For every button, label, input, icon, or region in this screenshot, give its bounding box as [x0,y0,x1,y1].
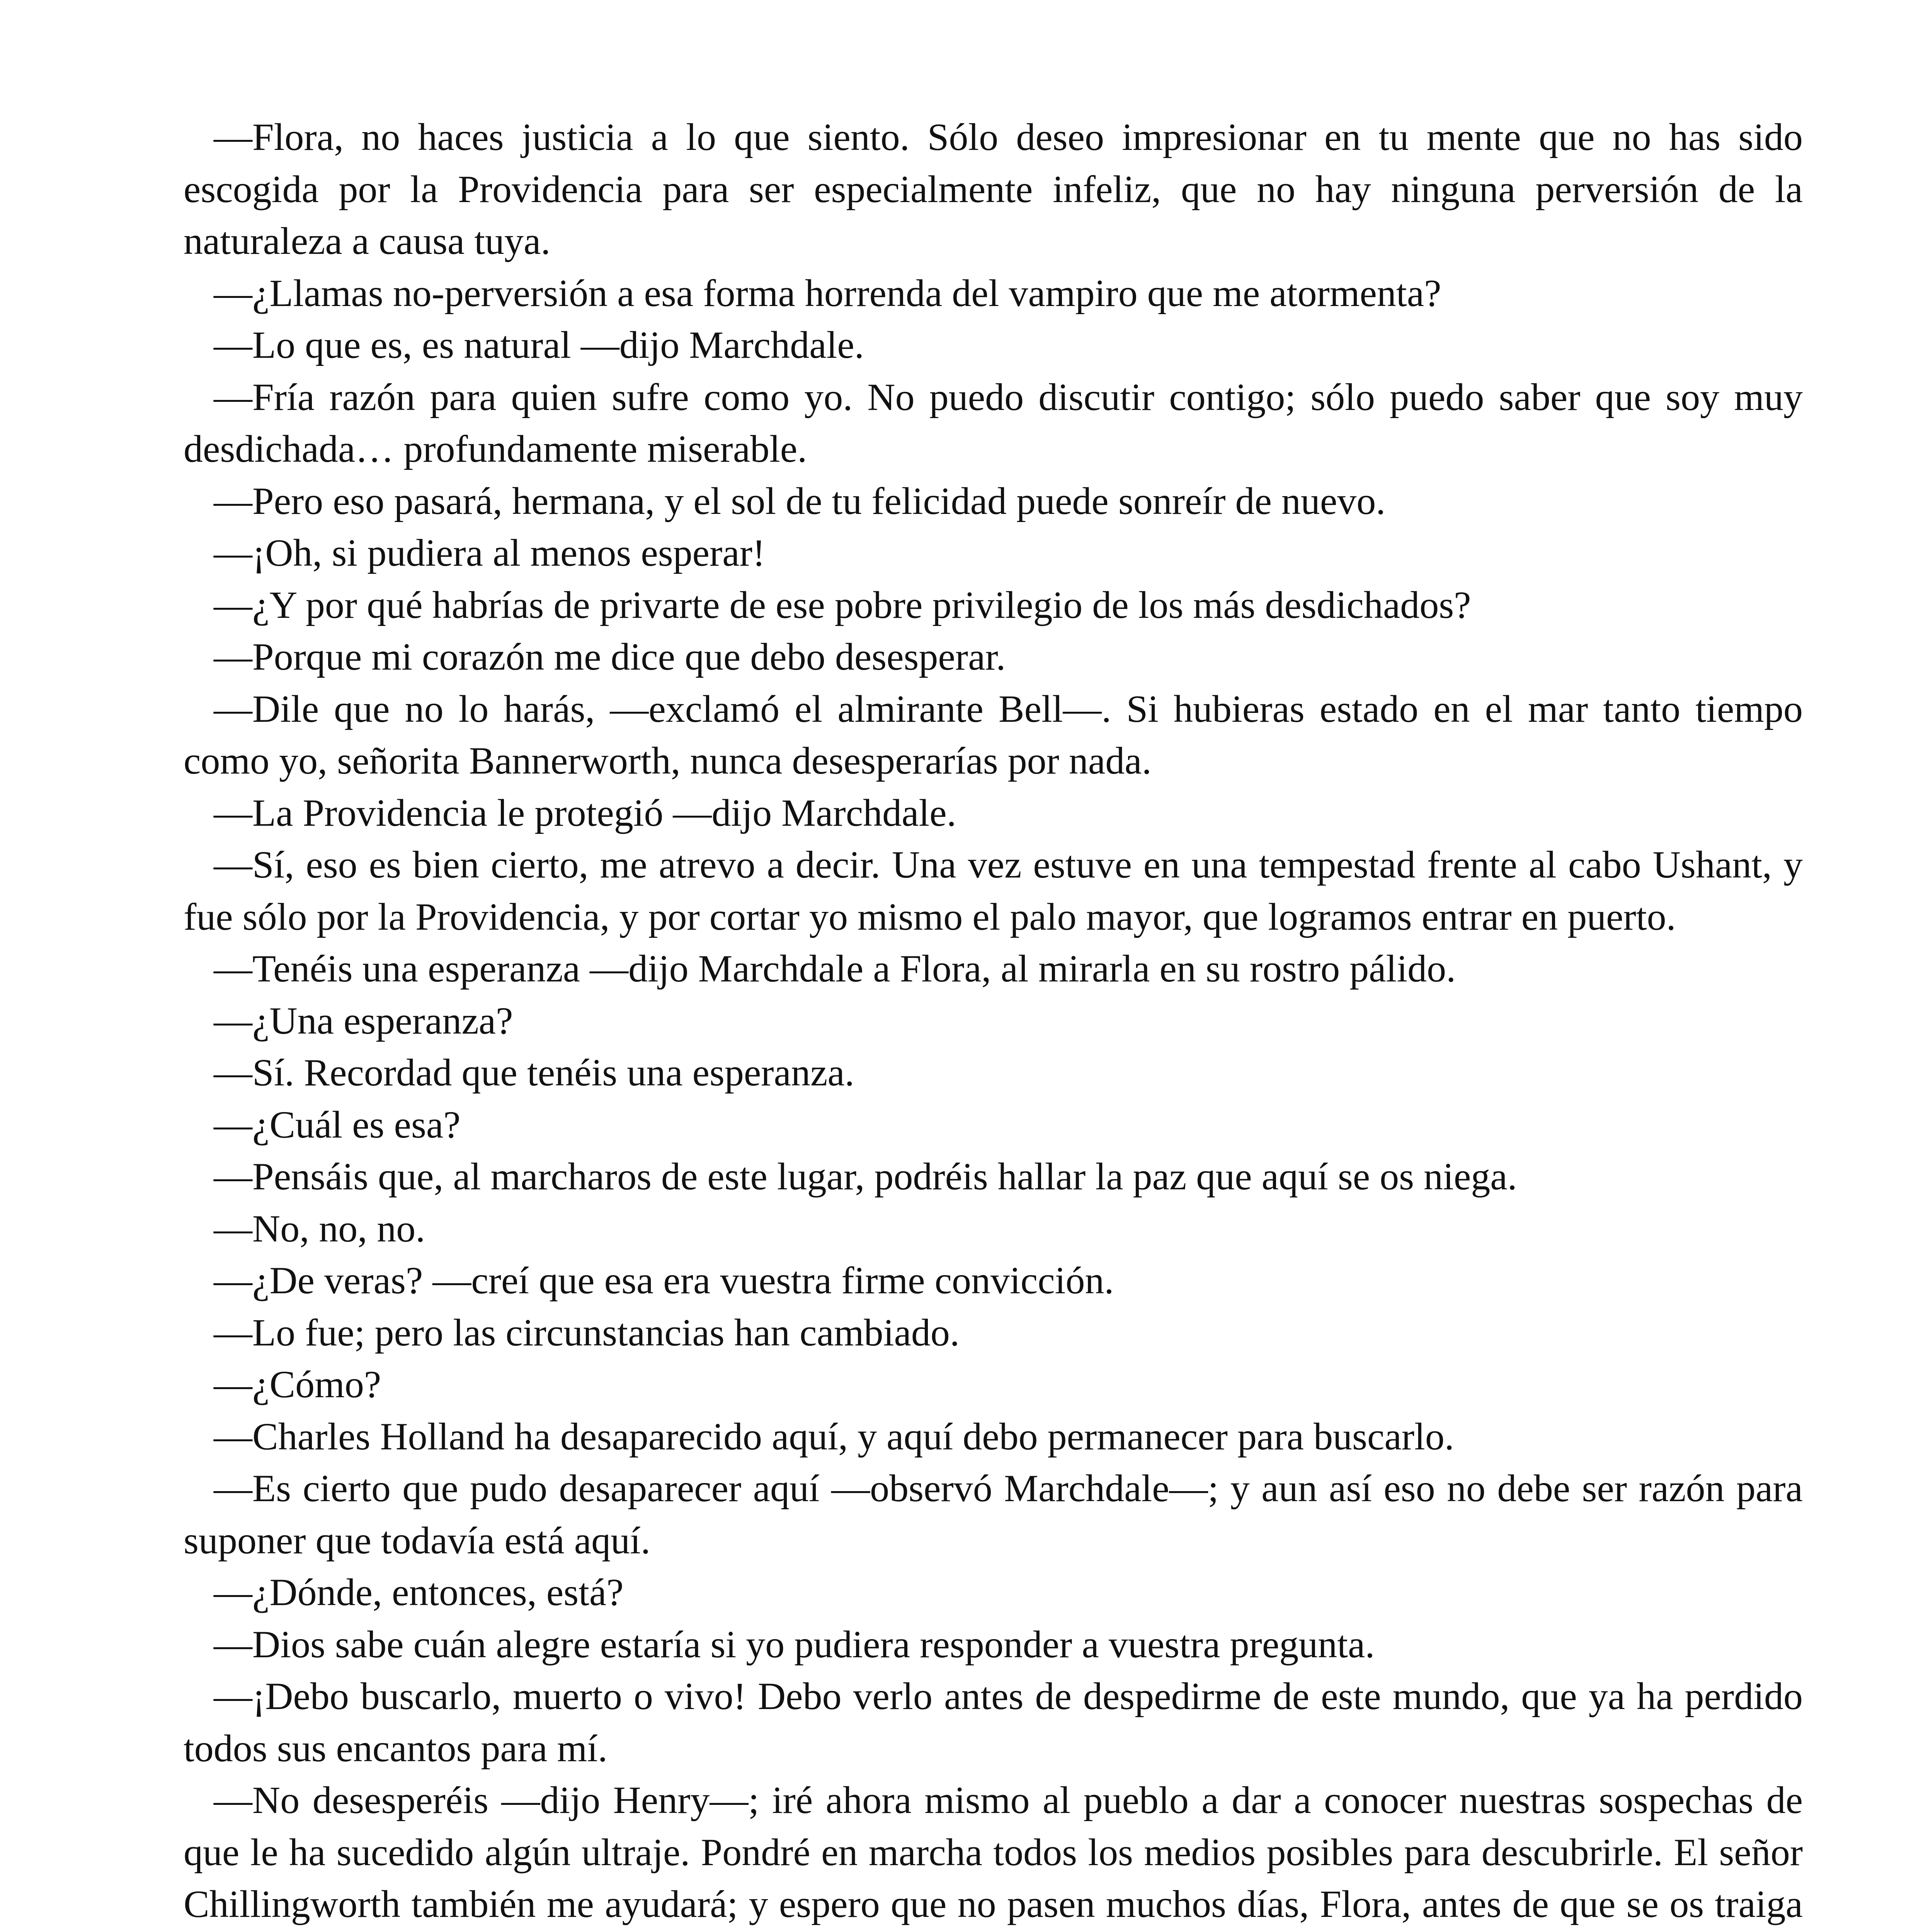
paragraph: —No, no, no. [214,1207,425,1250]
paragraph: —¡Debo buscarlo, muerto o vivo! Debo verlo antes de despedirme de este mundo, que ya ha perdido todos sus encantos para mí. [184,1675,1803,1770]
paragraph: —Dios sabe cuán alegre estaría si yo pudiera responder a vuestra pregunta. [214,1622,1375,1666]
paragraph: —Porque mi corazón me dice que debo desesperar. [214,635,1006,678]
paragraph: —Sí. Recordad que tenéis una esperanza. [214,1051,854,1094]
paragraph: —Es cierto que pudo desaparecer aquí —observó Marchdale—; y aun así eso no debe ser razón para suponer que todavía está aquí. [184,1467,1803,1562]
paragraph: —La Providencia le protegió —dijo Marchdale. [214,791,956,834]
paragraph: —Tenéis una esperanza —dijo Marchdale a Flora, al mirarla en su rostro pálido. [214,947,1456,990]
paragraph: —Flora, no haces justicia a lo que siento. Sólo deseo impresionar en tu mente que no has sido escogida por la Providencia para ser especialmente infeliz, que no hay ninguna perversión de la naturaleza a causa tuya. [184,116,1803,262]
paragraph: —Fría razón para quien sufre como yo. No puedo discutir contigo; sólo puedo saber que soy muy desdichada… profundamente miserable. [184,375,1803,470]
paragraph: —Lo fue; pero las circunstancias han cambiado. [214,1311,960,1354]
paragraph: —¿Cómo? [214,1363,381,1406]
paragraph: —¿Dónde, entonces, está? [214,1571,624,1614]
paragraph: —Pero eso pasará, hermana, y el sol de tu felicidad puede sonreír de nuevo. [214,479,1386,522]
paragraph: —Lo que es, es natural —dijo Marchdale. [214,323,864,366]
paragraph: —¿Cuál es esa? [214,1103,461,1146]
paragraph: —¿Llamas no-perversión a esa forma horrenda del vampiro que me atormenta? [214,271,1441,315]
paragraph: —Pensáis que, al marcharos de este lugar, podréis hallar la paz que aquí se os niega. [214,1155,1517,1198]
paragraph: —No desesperéis —dijo Henry—; iré ahora mismo al pueblo a dar a conocer nuestras sospechas de que le ha sucedido algún ultraje. Pondré en marcha todos los medios posibles para descubrirle. El señor Chillingworth también me ayudará; y espero que no pasen muchos días, Flora, antes de que se os traiga [184,1779,1803,1925]
paragraph: —¡Oh, si pudiera al menos esperar! [214,531,766,574]
paragraph: —Charles Holland ha desaparecido aquí, y aquí debo permanecer para buscarlo. [214,1415,1454,1458]
paragraph: —¿Una esperanza? [214,999,513,1042]
paragraph: —¿Y por qué habrías de privarte de ese pobre privilegio de los más desdichados? [214,583,1471,626]
text-body [184,111,1803,1932]
paragraph: —Dile que no lo harás, —exclamó el almirante Bell—. Si hubieras estado en el mar tanto tiempo como yo, señorita Bannerworth, nunca desesperarías por nada. [184,687,1803,782]
paragraph: —Sí, eso es bien cierto, me atrevo a decir. Una vez estuve en una tempestad frente al cabo Ushant, y fue sólo por la Providencia, y por cortar yo mismo el palo mayor, que logramos entrar en puerto. [184,843,1803,938]
paragraph: —¿De veras? —creí que esa era vuestra firme convicción. [214,1259,1114,1302]
